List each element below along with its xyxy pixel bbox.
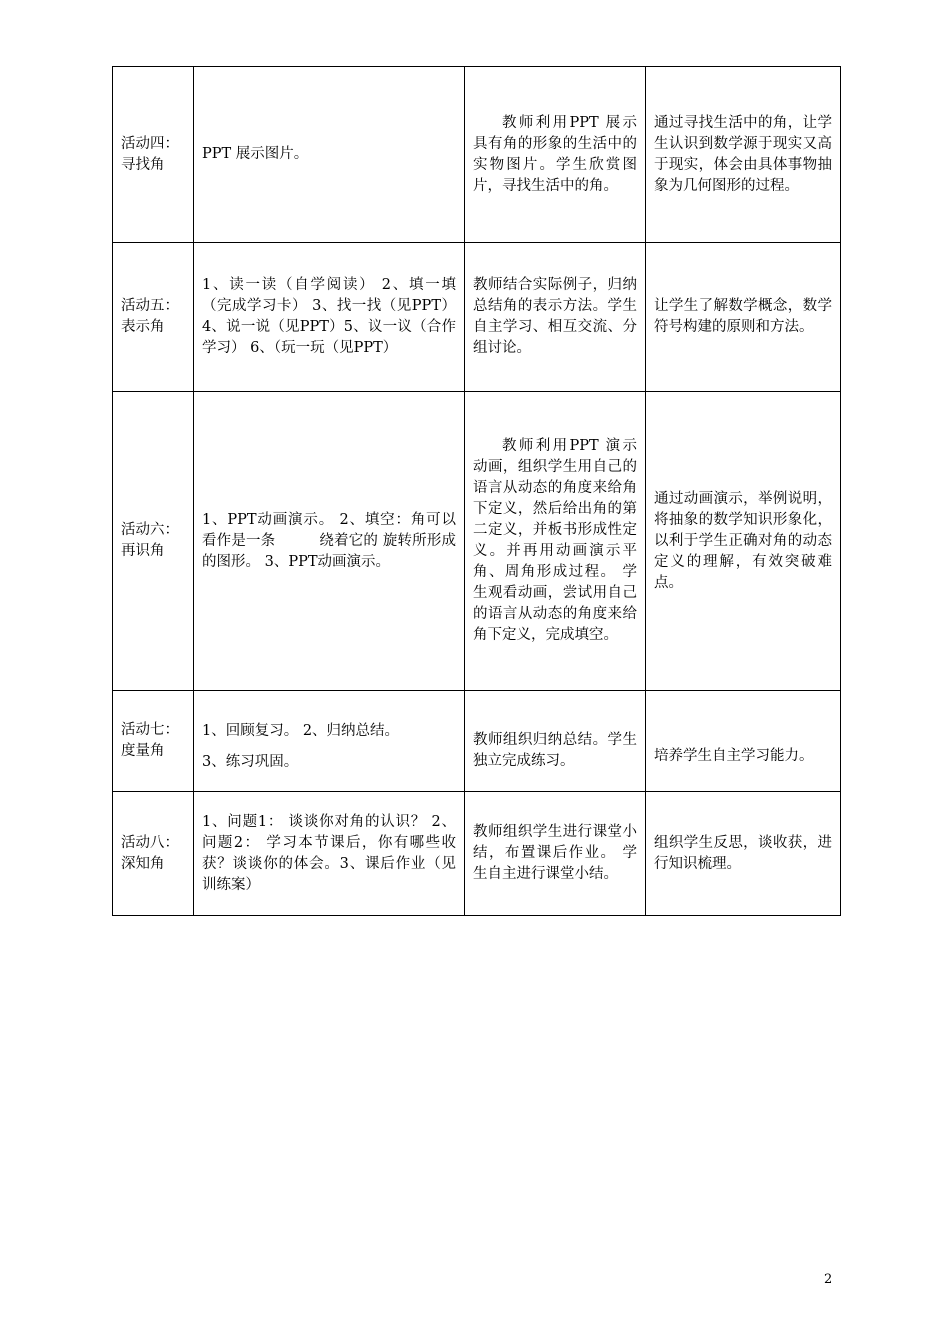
activity-title: 再识角 xyxy=(121,543,165,559)
activity-title: 寻找角 xyxy=(121,156,165,173)
table-row xyxy=(113,392,841,691)
content-text: 1、读一读（自学阅读） 2、填一填（完成学习卡） 3、找一找（见PPT） 4、说一说（见PPT）5、议一议（合作学习） 6、（玩一玩（见PPT） xyxy=(202,277,456,356)
purpose-cell xyxy=(646,67,841,243)
purpose-cell xyxy=(646,691,841,792)
table-row xyxy=(113,67,841,243)
activity-number: 活动四： xyxy=(121,135,179,152)
content-text: PPT 展示图片。 xyxy=(202,146,309,162)
content-text: 1、问题1： 谈谈你对角的认识？ 2、问题2： 学习本节课后，你有哪些收获？谈谈你的体会。3、课后作业（见训练案） xyxy=(202,813,456,893)
purpose-cell xyxy=(646,792,841,916)
purpose-text: 通过寻找生活中的角，让学生认识到数学源于现实又高于现实，体会由具体事物抽象为几何图形的过程。 xyxy=(654,114,832,194)
method-cell xyxy=(465,67,646,243)
purpose-text: 组织学生反思，谈收获，进行知识梳理。 xyxy=(654,834,832,872)
purpose-cell xyxy=(646,392,841,691)
content-cell xyxy=(194,792,465,916)
activity-number: 活动七： xyxy=(121,722,179,738)
activity-number: 活动五： xyxy=(121,298,179,314)
activity-cell xyxy=(113,392,194,691)
purpose-text: 让学生了解数学概念，数学符号构建的原则和方法。 xyxy=(654,298,832,335)
activity-cell xyxy=(113,67,194,243)
content-line: 1、回顾复习。 2、归纳总结。 xyxy=(202,723,400,739)
purpose-cell xyxy=(646,243,841,392)
content-cell xyxy=(194,243,465,392)
method-text: 教师组织学生进行课堂小结，布置课后作业。 学生自主进行课堂小结。 xyxy=(473,824,637,882)
method-text: 教师组织归纳总结。学生独立完成练习。 xyxy=(473,732,637,769)
activity-cell xyxy=(113,792,194,916)
activity-title: 度量角 xyxy=(121,743,165,759)
content-cell xyxy=(194,392,465,691)
content-cell xyxy=(194,67,465,243)
content-cell xyxy=(194,691,465,792)
method-cell xyxy=(465,243,646,392)
page-number: 2 xyxy=(824,1272,833,1287)
activity-title: 深知角 xyxy=(121,855,165,872)
method-text: 教师利用PPT 展示具有角的形象的生活中的实物图片。学生欣赏图片，寻找生活中的角。 xyxy=(473,114,637,194)
activity-number: 活动八： xyxy=(121,834,179,851)
content-text: 1、PPT动画演示。 2、填空：角可以看作是一条 绕着它的 旋转所形成的图形。 3、PPT动画演示。 xyxy=(202,511,456,570)
method-cell xyxy=(465,691,646,792)
lesson-plan-table xyxy=(112,66,841,916)
purpose-text: 培养学生自主学习能力。 xyxy=(654,747,814,764)
method-cell xyxy=(465,392,646,691)
method-text: 教师结合实际例子，归纳总结角的表示方法。学生自主学习、相互交流、分组讨论。 xyxy=(473,277,637,356)
method-text: 教师利用PPT 演示动画，组织学生用自己的语言从动态的角度来给角下定义，然后给出角的第二定义，并板书形成性定义。并再用动画演示平角、周角形成过程。 学生观看动画，尝试用自己的语言从动态的角度来给角下定义，完成填空。 xyxy=(473,438,637,643)
activity-number: 活动六： xyxy=(121,522,179,538)
table-row xyxy=(113,691,841,792)
purpose-text: 通过动画演示，举例说明，将抽象的数学知识形象化，以利于学生正确对角的动态定义的理解，有效突破难点。 xyxy=(654,490,832,591)
method-cell xyxy=(465,792,646,916)
activity-cell xyxy=(113,691,194,792)
activity-title: 表示角 xyxy=(121,319,165,335)
table-row xyxy=(113,792,841,916)
content-line: 3、练习巩固。 xyxy=(202,754,299,770)
activity-cell xyxy=(113,243,194,392)
table-row xyxy=(113,243,841,392)
